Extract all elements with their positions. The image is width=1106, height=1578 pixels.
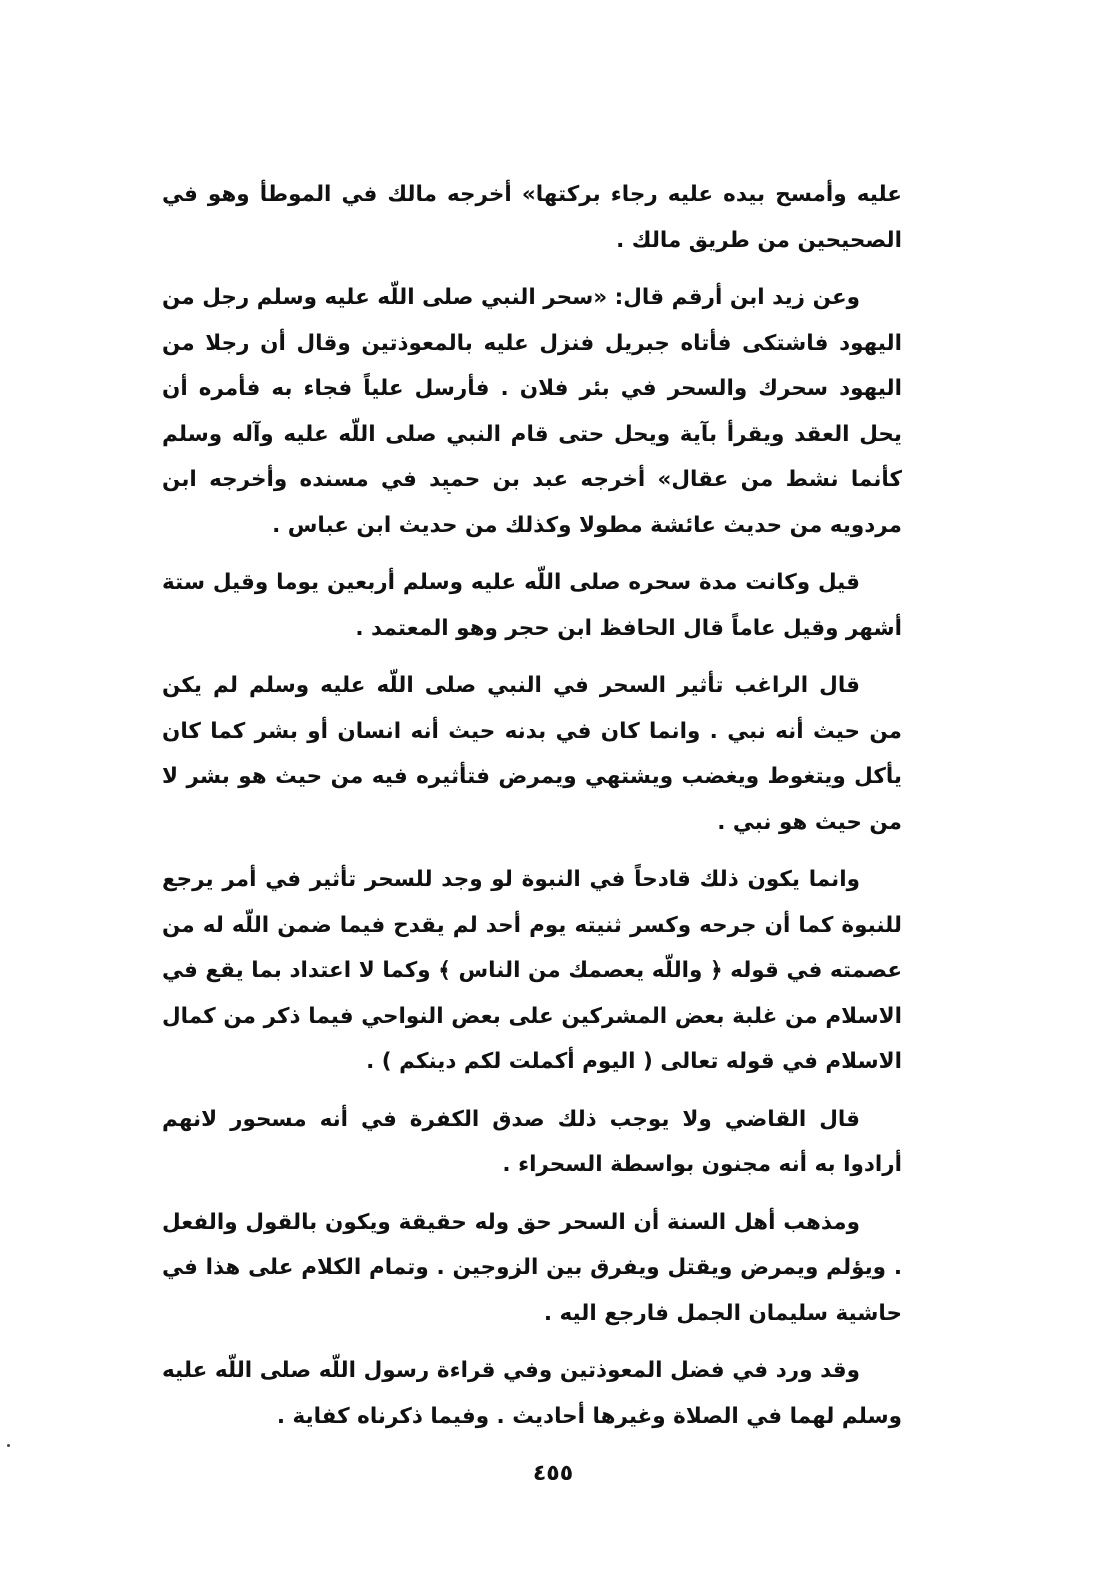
paragraph-4: قال الراغب تأثير السحر في النبي صلى اللّه عليه وسلم لم يكن من حيث أنه نبي . وانما كان في بدنه حيث أنه انسان أو بشر كما كان يأكل ويتغوط ويغضب ويشتهي ويمرض فتأثيره فيه من حيث هو بشر لا من حيث هو نبي .	[162, 673, 902, 835]
paragraph-3: قيل وكانت مدة سحره صلى اللّه عليه وسلم أربعين يوما وقيل ستة أشهر وقيل عاماً قال الحافظ ابن حجر وهو المعتمد .	[162, 570, 902, 641]
paragraph-2: وعن زيد ابن أرقم قال: «سحر النبي صلى اللّه عليه وسلم رجل من اليهود فاشتكى فأتاه جبريل فنزل عليه بالمعوذتين وقال أن رجلا من اليهود سحرك والسحر في بئر فلان . فأرسل علياً فجاء به فأمره أن يحل العقد ويقرأ بآية ويحل حتى قام النبي صلى اللّه عليه وآله وسلم كأنما نشط من عقال» أخرجه عبد بن حميد في مسنده وأخرجه ابن مردويه من حديث عائشة مطولا وكذلك من حديث ابن عباس .	[162, 285, 902, 538]
paragraph-6: قال القاضي ولا يوجب ذلك صدق الكفرة في أنه مسحور لانهم أرادوا به أنه مجنون بواسطة السحراء .	[162, 1106, 902, 1177]
page-number: ٤٥٥	[532, 1461, 574, 1486]
paragraph-1: عليه وأمسح بيده عليه رجاء بركتها» أخرجه مالك في الموطأ وهو في الصحيحين من طريق مالك .	[162, 182, 902, 253]
scan-speck	[7, 1444, 10, 1447]
paragraph-8: وقد ورد في فضل المعوذتين وفي قراءة رسول اللّه صلى اللّه عليه وسلم لهما في الصلاة وغيرها أحاديث . وفيما ذكرناه كفاية .	[162, 1358, 902, 1429]
scan-speck	[447, 492, 451, 494]
body-text	[162, 172, 902, 1451]
paragraph-7: ومذهب أهل السنة أن السحر حق وله حقيقة ويكون بالقول والفعل . ويؤلم ويمرض ويقتل ويفرق بين الزوجين . وتمام الكلام على هذا في حاشية سليمان الجمل فارجع اليه .	[162, 1209, 902, 1326]
paragraph-5: وانما يكون ذلك قادحاً في النبوة لو وجد للسحر تأثير في أمر يرجع للنبوة كما أن جرحه وكسر ثنيته يوم أحد لم يقدح فيما ضمن اللّه له من عصمته في قوله ﴿ واللّه يعصمك من الناس ﴾ وكما لا اعتداد بما يقع في الاسلام من غلبة بعض المشركين على بعض النواحي فيما ذكر من كمال الاسلام في قوله تعالى ( اليوم أكملت لكم دينكم ) .	[162, 867, 902, 1074]
